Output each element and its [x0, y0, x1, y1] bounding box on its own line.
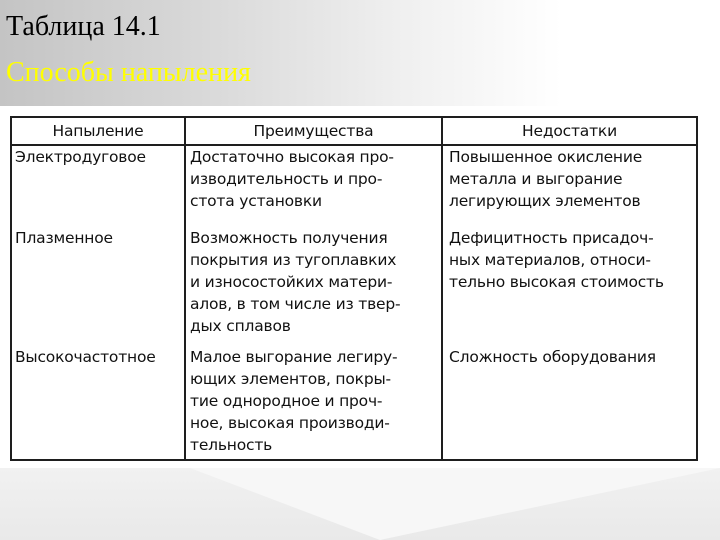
method-cell — [11, 145, 185, 227]
text-line: покрытия из тугоплавких — [190, 250, 397, 269]
text-line: ных материалов, относи- — [449, 250, 651, 269]
method-cell — [11, 346, 185, 460]
column-header-disadvantages: Недостатки — [442, 117, 697, 145]
advantages-cell — [185, 145, 442, 227]
text-line: Повышенное окисление — [449, 148, 643, 166]
text-line: алов, в том числе из твер- — [190, 294, 401, 313]
table-row — [11, 346, 697, 460]
method-name: Высокочастотное — [15, 347, 156, 366]
column-header-advantages: Преимущества — [185, 117, 442, 145]
table-row — [11, 227, 697, 346]
footer-background — [0, 468, 720, 540]
text-line: ное, высокая производи- — [190, 413, 390, 432]
text-line: и износостойких матери- — [190, 272, 393, 291]
text-line: тельность — [190, 435, 273, 454]
slide-title: Таблица 14.1 — [6, 11, 161, 42]
text-line: тельно высокая стоимость — [449, 272, 664, 291]
text-line: тие однородное и проч- — [190, 391, 383, 410]
column-header-method: Напыление — [11, 117, 185, 145]
disadvantages-cell — [442, 227, 697, 346]
text-line: Дефицитность присадоч- — [449, 228, 654, 247]
table-header-row — [11, 117, 697, 145]
text-line: Сложность оборудования — [449, 347, 656, 366]
comparison-table — [10, 116, 698, 461]
method-cell — [11, 227, 185, 346]
slide-header — [0, 0, 720, 106]
text-line: Достаточно высокая про- — [190, 148, 394, 166]
advantages-cell — [185, 346, 442, 460]
text-line: Малое выгорание легиру- — [190, 347, 398, 366]
disadvantages-cell — [442, 145, 697, 227]
text-line: изводительность и про- — [190, 170, 383, 188]
method-name: Электродуговое — [15, 148, 146, 166]
text-line: дых сплавов — [190, 316, 291, 335]
slide-subtitle: Способы напыления — [6, 57, 251, 88]
text-line: Возможность получения — [190, 228, 388, 247]
method-name: Плазменное — [15, 228, 113, 247]
text-line: ющих элементов, покры- — [190, 369, 391, 388]
advantages-cell — [185, 227, 442, 346]
text-line: легирующих элементов — [449, 192, 641, 210]
table-row — [11, 145, 697, 227]
text-line: металла и выгорание — [449, 170, 623, 188]
disadvantages-cell — [442, 346, 697, 460]
text-line: стота установки — [190, 192, 322, 210]
